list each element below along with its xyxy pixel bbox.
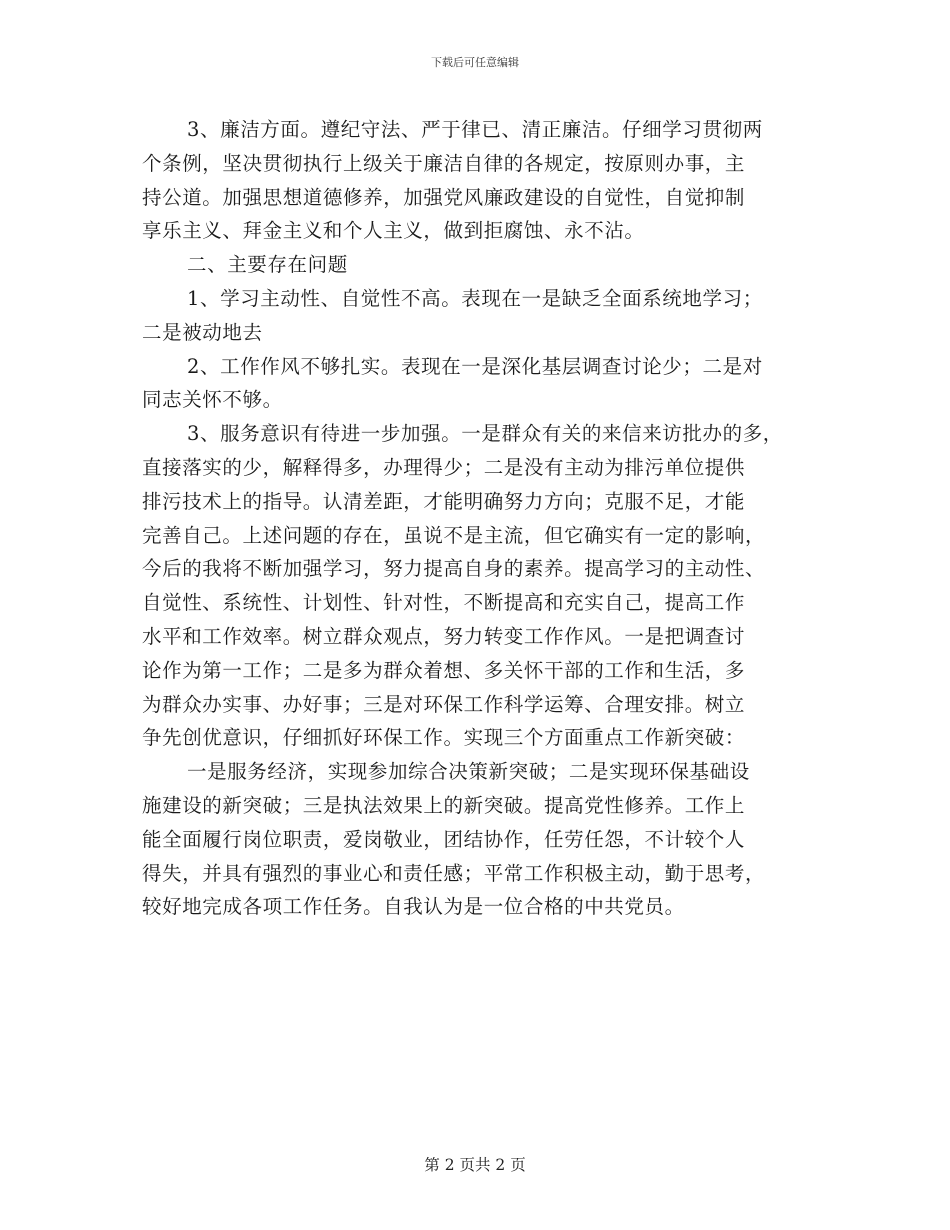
paragraph-line: 二是被动地去: [142, 320, 263, 344]
paragraph-line: 自觉性、系统性、计划性、针对性，不断提高和充实自己，提高工作: [142, 591, 746, 615]
paragraph-line: 同志关怀不够。: [142, 388, 283, 412]
paragraph-line: 享乐主义、拜金主义和个人主义，做到拒腐蚀、永不沾。: [142, 219, 645, 243]
page-number: 第 2 页共 2 页: [424, 1156, 526, 1174]
paragraph-line: 完善自己。上述问题的存在，虽说不是主流，但它确实有一定的影响，: [142, 523, 766, 547]
paragraph-line: 得失，并具有强烈的事业心和责任感；平常工作积极主动，勤于思考，: [142, 861, 766, 885]
paragraph-line: 2、工作作风不够扎实。表现在一是深化基层调查讨论少；二是对: [187, 354, 763, 378]
paragraph-line: 为群众办实事、办好事；三是对环保工作科学运筹、合理安排。树立: [142, 692, 746, 716]
paragraph-line: 能全面履行岗位职责，爱岗敬业，团结协作，任劳任怨，不计较个人: [142, 827, 746, 851]
paragraph-line: 一是服务经济，实现参加综合决策新突破；二是实现环保基础设: [187, 760, 750, 784]
paragraph-line: 较好地完成各项工作任务。自我认为是一位合格的中共党员。: [142, 895, 685, 919]
paragraph-line: 3、廉洁方面。遵纪守法、严于律已、清正廉洁。仔细学习贯彻两: [187, 118, 763, 141]
document-body: [142, 113, 822, 924]
paragraph-line: 今后的我将不断加强学习，努力提高自身的素养。提高学习的主动性、: [142, 557, 766, 581]
paragraph-line: 排污技术上的指导。认清差距，才能明确努力方向；克服不足，才能: [142, 489, 746, 513]
paragraph-line: 直接落实的少，解释得多，办理得少；二是没有主动为排污单位提供: [142, 455, 746, 479]
paragraph-line: 持公道。加强思想道德修养，加强党风廉政建设的自觉性，自觉抑制: [142, 185, 746, 209]
paragraph-line: 个条例，坚决贯彻执行上级关于廉洁自律的各规定，按原则办事，主: [142, 151, 746, 175]
paragraph-line: 水平和工作效率。树立群众观点，努力转变工作作风。一是把调查讨: [142, 624, 746, 648]
page-header: 下载后可任意编辑: [431, 56, 519, 69]
paragraph-line: 1、学习主动性、自觉性不高。表现在一是缺乏全面系统地学习；: [187, 286, 763, 310]
paragraph-line: 争先创优意识，仔细抓好环保工作。实现三个方面重点工作新突破：: [142, 726, 746, 750]
paragraph-line: 施建设的新突破；三是执法效果上的新突破。提高党性修养。工作上: [142, 793, 746, 817]
paragraph-line: 论作为第一工作；二是多为群众着想、多关怀干部的工作和生活，多: [142, 658, 746, 682]
paragraph-line: 3、服务意识有待进一步加强。一是群众有关的来信来访批办的多，: [187, 422, 783, 446]
section-heading: 二、主要存在问题: [187, 253, 348, 277]
